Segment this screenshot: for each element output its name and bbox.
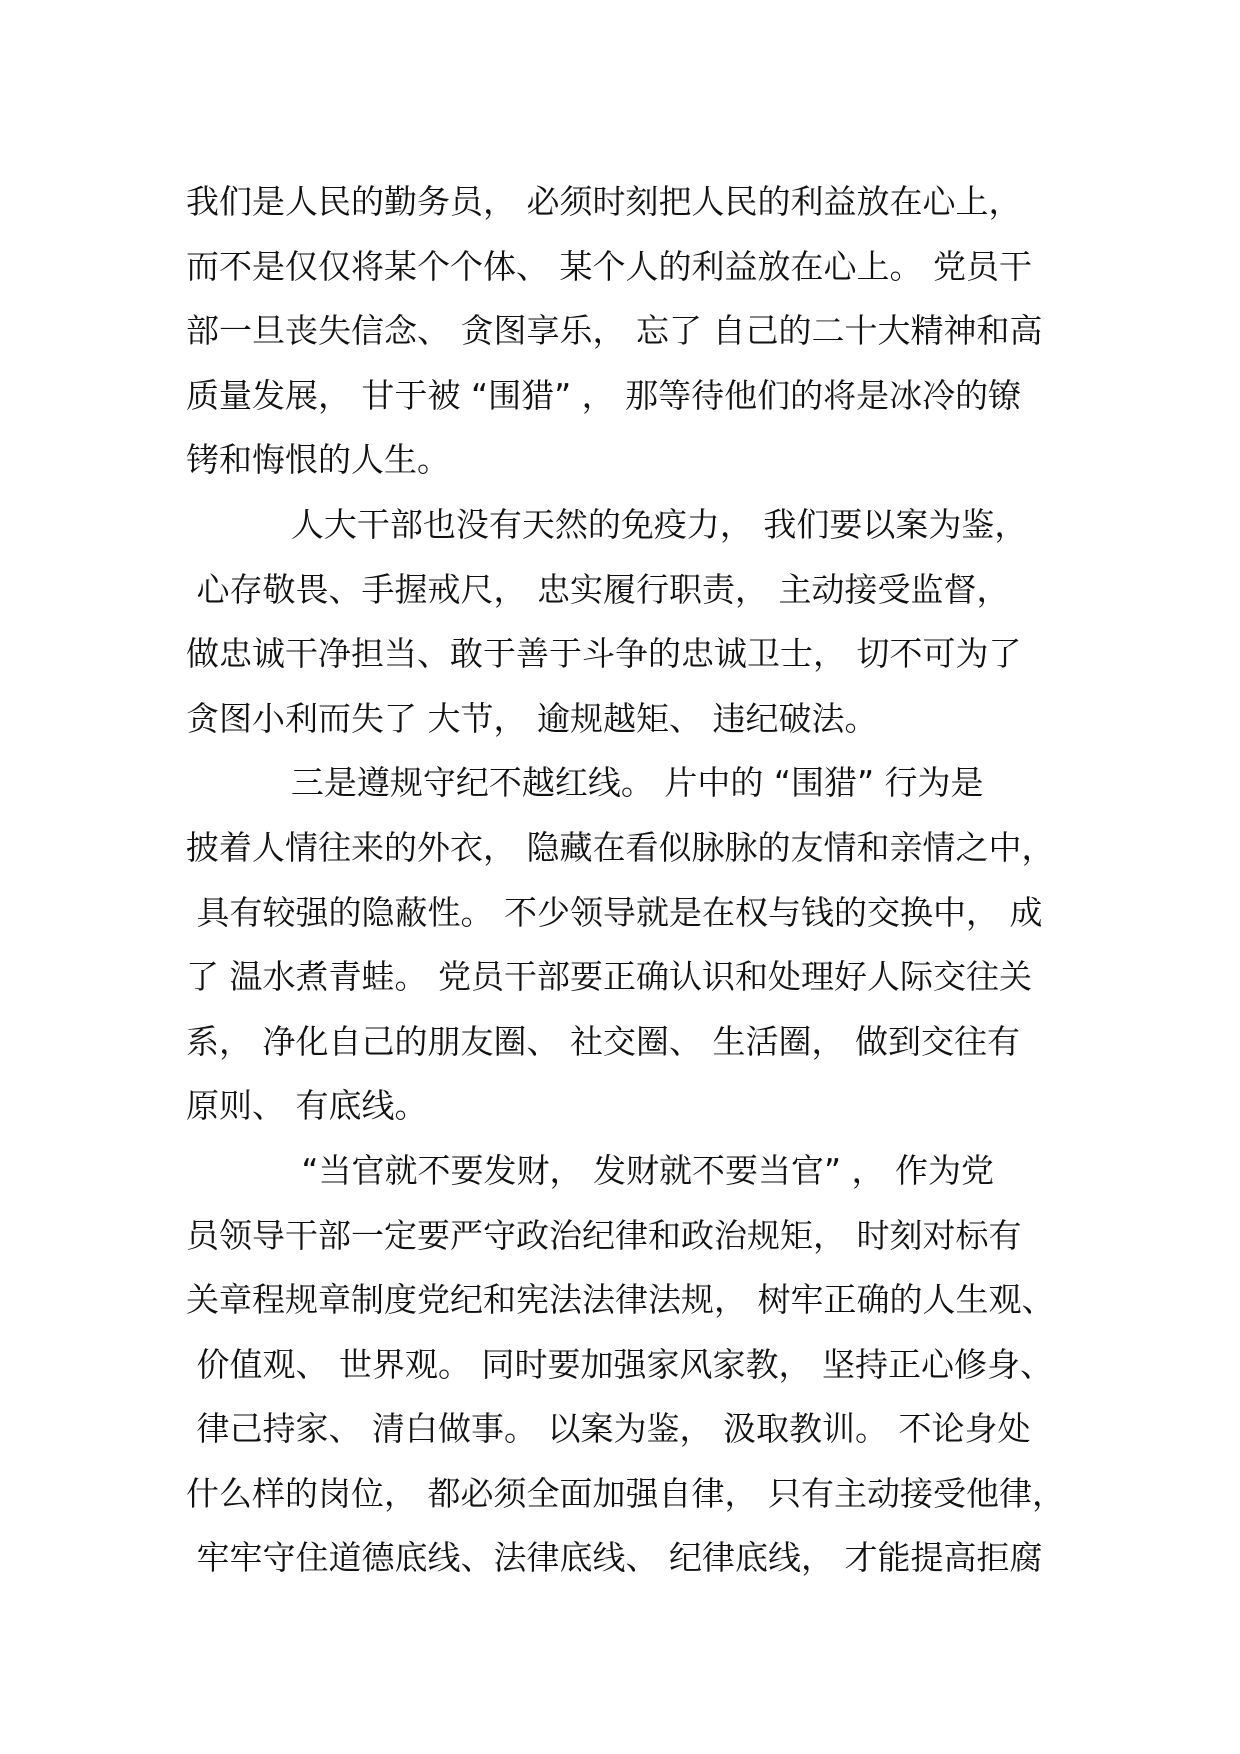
text-line: 什么样的岗位， 都必须全面加强自律， 只有主动接受他律， — [186, 1473, 1065, 1513]
text-line: 律己持家、 清白做事。 以案为鉴， 汲取教训。 不论身处 — [186, 1409, 1031, 1449]
text-line: 做忠诚干净担当、敢于善于斗争的忠诚卫士， 切不可为了 — [186, 634, 1022, 674]
text-line: 关章程规章制度党纪和宪法法律法规， 树牢正确的人生观、 — [186, 1280, 1055, 1320]
text-line: 三是遵规守纪不越红线。 片中的 “围猎” 行为是 — [186, 763, 984, 803]
text-line: 了 温水煮青蛙。 党员干部要正确认识和处理好人际交往关 — [186, 957, 1032, 997]
text-line: 而不是仅仅将某个个体、 某个人的利益放在心上。 党员干 — [186, 246, 1032, 286]
text-line: 系， 净化自己的朋友圈、 社交圈、 生活圈， 做到交往有 — [186, 1021, 1020, 1061]
text-line: 具有较强的隐蔽性。 不少领导就是在权与钱的交换中， 成 — [186, 892, 1043, 932]
text-line: 我们是人民的勤务员， 必须时刻把人民的利益放在心上， — [186, 182, 1022, 221]
text-line: 贪图小利而失了 大节， 逾规越矩、 违纪破法。 — [186, 698, 878, 738]
text-line: 员领导干部一定要严守政治纪律和政治规矩， 时刻对标有 — [186, 1215, 1022, 1255]
text-line: 部一旦丧失信念、 贪图享乐， 忘了 自己的二十大精神和高 — [186, 311, 1043, 351]
text-line: 心存敬畏、手握戒尺， 忠实履行职责， 主动接受监督， — [186, 569, 1010, 609]
body-text — [186, 170, 1086, 1591]
text-line: 铐和悔恨的人生。 — [186, 440, 450, 480]
text-line: 质量发展， 甘于被 “围猎” ， 那等待他们的将是冰冷的镣 — [186, 375, 1022, 415]
text-line: 人大干部也没有天然的免疫力， 我们要以案为鉴， — [186, 504, 1028, 544]
text-line: 披着人情往来的外衣， 隐藏在看似脉脉的友情和亲情之中， — [186, 827, 1055, 867]
text-line: 牢牢守住道德底线、法律底线、 纪律底线， 才能提高拒腐 — [186, 1538, 1043, 1578]
text-line: “当官就不要发财， 发财就不要当官” ， 作为党 — [186, 1150, 995, 1190]
text-line: 价值观、 世界观。 同时要加强家风家教， 坚持正心修身、 — [186, 1344, 1053, 1384]
text-line: 原则、 有底线。 — [186, 1086, 428, 1126]
